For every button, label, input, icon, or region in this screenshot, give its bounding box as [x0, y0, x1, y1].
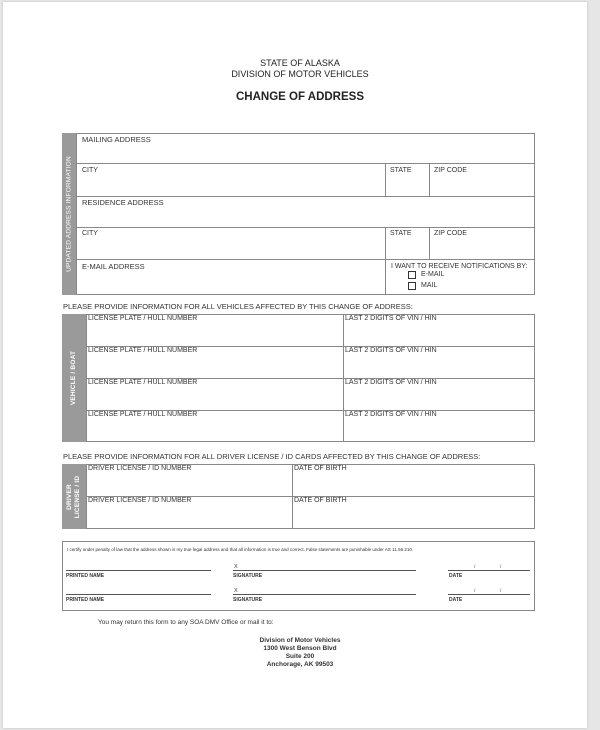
email-checkbox[interactable]	[408, 271, 416, 279]
x-mark-1: X	[234, 564, 238, 570]
date-line-2[interactable]	[448, 594, 530, 595]
address-side-label: UPDATED ADDRESS INFORMATION	[62, 133, 76, 295]
date-label-2: DATE	[449, 597, 463, 603]
residence-state-label: STATE	[390, 230, 412, 237]
mail-address-line-1: Division of Motor Vehicles	[259, 637, 341, 644]
date-sep-2b: /	[500, 588, 502, 593]
vin-label-4: LAST 2 DIGITS OF VIN / HIN	[345, 411, 437, 418]
mail-address-line-2: 1300 West Benson Blvd	[263, 645, 337, 652]
email-option-label: E-MAIL	[421, 271, 445, 278]
residence-address-label: RESIDENCE ADDRESS	[82, 198, 164, 207]
x-mark-2: X	[234, 588, 238, 594]
residence-zip-label: ZIP CODE	[434, 230, 467, 237]
printed-name-label-1: PRINTED NAME	[66, 573, 105, 579]
certification-statement: I certify under penalty of law that the address shown is my true legal address and that all information is true and correct. False statements are punishable under AS 11.56.210.	[67, 547, 414, 552]
mail-address-line-3: Suite 200	[285, 653, 315, 660]
plate-label-2: LICENSE PLATE / HULL NUMBER	[88, 347, 198, 354]
signature-line-2[interactable]	[233, 594, 416, 595]
vin-label-3: LAST 2 DIGITS OF VIN / HIN	[345, 379, 437, 386]
notify-prompt: I WANT TO RECEIVE NOTIFICATIONS BY:	[391, 263, 528, 270]
license-instruction: PLEASE PROVIDE INFORMATION FOR ALL DRIVER LICENSE / ID CARDS AFFECTED BY THIS CHANGE OF ADDRESS:	[63, 452, 481, 461]
date-label-1: DATE	[449, 573, 463, 579]
plate-label-3: LICENSE PLATE / HULL NUMBER	[88, 379, 198, 386]
date-sep-1b: /	[500, 564, 502, 569]
mailing-state-label: STATE	[390, 167, 412, 174]
plate-label-1: LICENSE PLATE / HULL NUMBER	[88, 315, 198, 322]
vin-label-1: LAST 2 DIGITS OF VIN / HIN	[345, 315, 437, 322]
dob-label-2: DATE OF BIRTH	[294, 497, 347, 504]
signature-line-1[interactable]	[233, 570, 416, 571]
vin-label-2: LAST 2 DIGITS OF VIN / HIN	[345, 347, 437, 354]
mailing-address-label: MAILING ADDRESS	[82, 135, 151, 144]
license-number-label-2: DRIVER LICENSE / ID NUMBER	[88, 497, 192, 504]
date-line-1[interactable]	[448, 570, 530, 571]
printed-name-line-1[interactable]	[66, 570, 211, 571]
date-sep-1a: /	[474, 564, 476, 569]
vehicle-side-label: VEHICLE / BOAT	[62, 314, 86, 442]
license-number-label-1: DRIVER LICENSE / ID NUMBER	[88, 465, 192, 472]
form-title: CHANGE OF ADDRESS	[236, 91, 364, 103]
vehicle-instruction: PLEASE PROVIDE INFORMATION FOR ALL VEHICLES AFFECTED BY THIS CHANGE OF ADDRESS:	[63, 302, 413, 311]
printed-name-label-2: PRINTED NAME	[66, 597, 105, 603]
residence-city-label: CITY	[82, 230, 98, 237]
mail-option-label: MAIL	[421, 282, 438, 289]
signature-label-2: SIGNATURE	[233, 597, 263, 603]
mailing-zip-label: ZIP CODE	[434, 167, 467, 174]
printed-name-line-2[interactable]	[66, 594, 211, 595]
dob-label-1: DATE OF BIRTH	[294, 465, 347, 472]
plate-label-4: LICENSE PLATE / HULL NUMBER	[88, 411, 198, 418]
license-side-label: DRIVER LICENSE / ID	[62, 464, 86, 529]
email-address-label: E-MAIL ADDRESS	[82, 262, 145, 271]
date-sep-2a: /	[474, 588, 476, 593]
return-note: You may return this form to any SOA DMV Office or mail it to:	[98, 619, 274, 626]
state-heading: STATE OF ALASKA	[260, 58, 340, 68]
mailing-city-label: CITY	[82, 167, 98, 174]
division-heading: DIVISION OF MOTOR VEHICLES	[231, 69, 369, 79]
mail-address-line-4: Anchorage, AK 99503	[266, 661, 334, 668]
signature-label-1: SIGNATURE	[233, 573, 263, 579]
mail-checkbox[interactable]	[408, 282, 416, 290]
